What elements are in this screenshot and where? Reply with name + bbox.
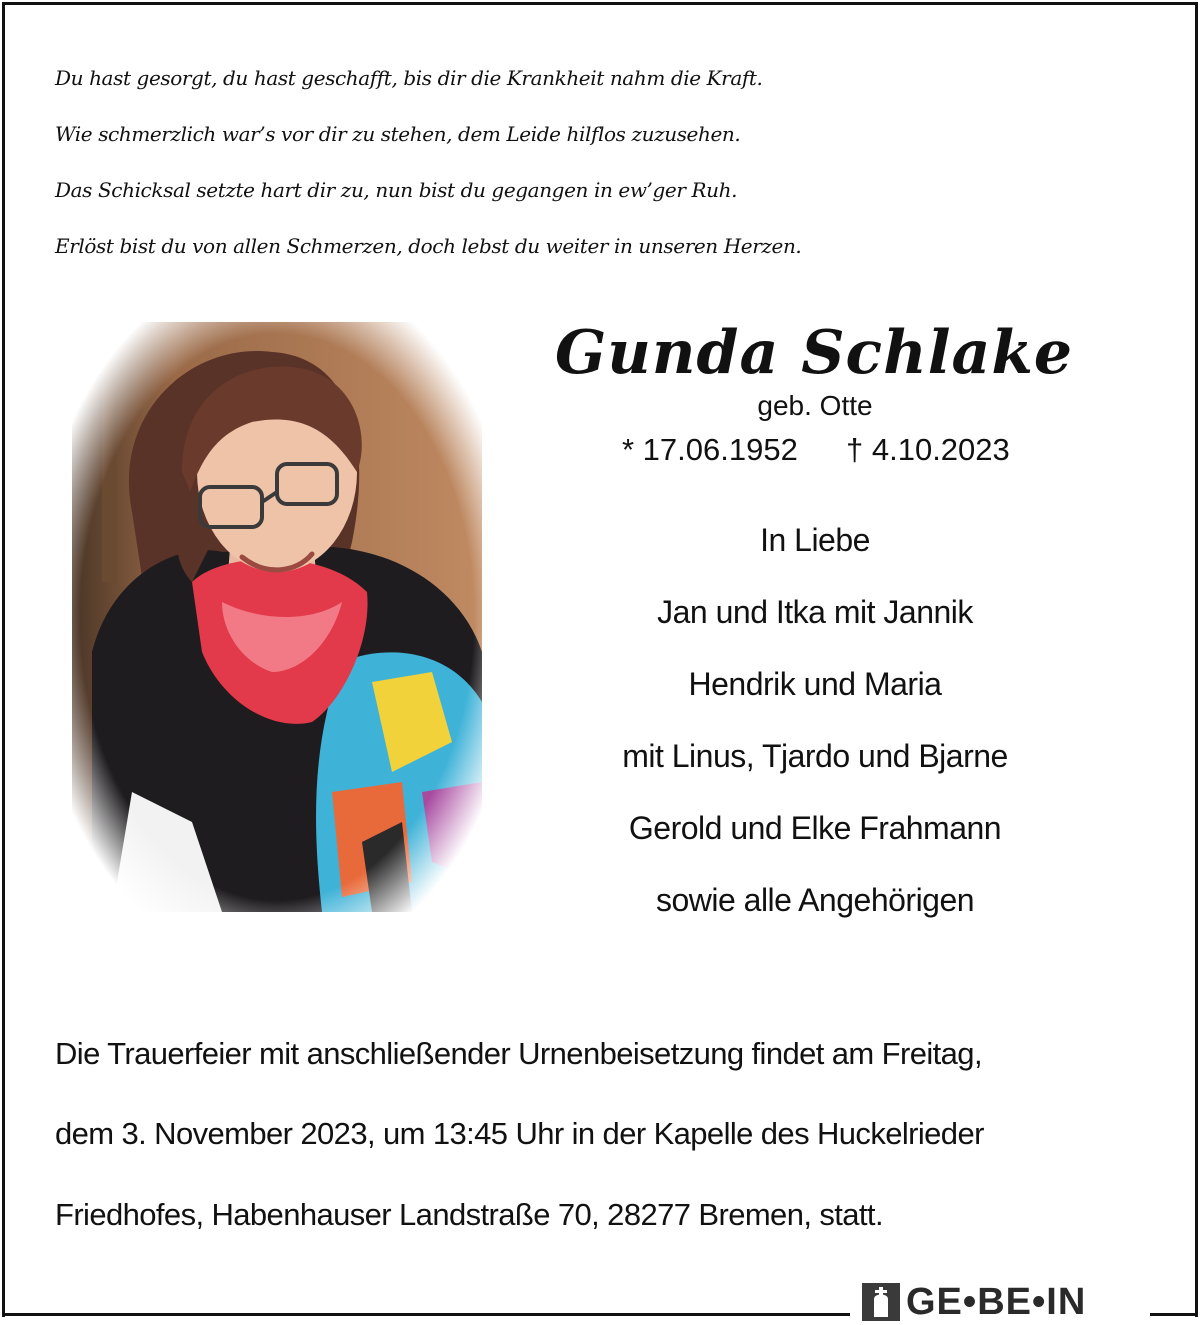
tombstone-icon (862, 1283, 900, 1321)
bottom-rule-end (1150, 1313, 1195, 1316)
death-date: † 4.10.2023 (846, 432, 1010, 467)
service-line: Friedhofes, Habenhauser Landstraße 70, 28277 Bremen, statt. (55, 1197, 883, 1232)
logo-text: GE•BE•IN (906, 1281, 1087, 1323)
mourner-line: Hendrik und Maria (688, 666, 942, 702)
portrait-photo (72, 322, 482, 912)
bottom-rule (2, 1313, 850, 1316)
mourner-line: mit Linus, Tjardo und Bjarne (622, 738, 1008, 774)
verse-line: Wie schmerzlich war’s vor dir zu stehen, dem Leide hilflos zuzusehen. (55, 122, 741, 146)
verse-line: Du hast gesorgt, du hast geschafft, bis dir die Krankheit nahm die Kraft. (55, 66, 763, 90)
maiden-name: geb. Otte (757, 390, 873, 421)
mourner-line: Jan und Itka mit Jannik (657, 594, 973, 630)
mourner-line: sowie alle Angehörigen (655, 882, 975, 918)
birth-date: * 17.06.1952 (622, 432, 798, 467)
mourner-line: In Liebe (760, 522, 870, 558)
deceased-name: Gunda Schlake (555, 318, 1074, 388)
service-line: dem 3. November 2023, um 13:45 Uhr in der Kapelle des Huckelrieder (55, 1116, 984, 1151)
verse-line: Das Schicksal setzte hart dir zu, nun bist du gegangen in ew’ger Ruh. (55, 178, 738, 202)
publisher-logo (862, 1280, 1086, 1324)
verse-line: Erlöst bist du von allen Schmerzen, doch lebst du weiter in unseren Herzen. (55, 234, 802, 258)
service-line: Die Trauerfeier mit anschließender Urnenbeisetzung findet am Freitag, (55, 1036, 982, 1071)
mourner-line: Gerold und Elke Frahmann (628, 810, 1002, 846)
